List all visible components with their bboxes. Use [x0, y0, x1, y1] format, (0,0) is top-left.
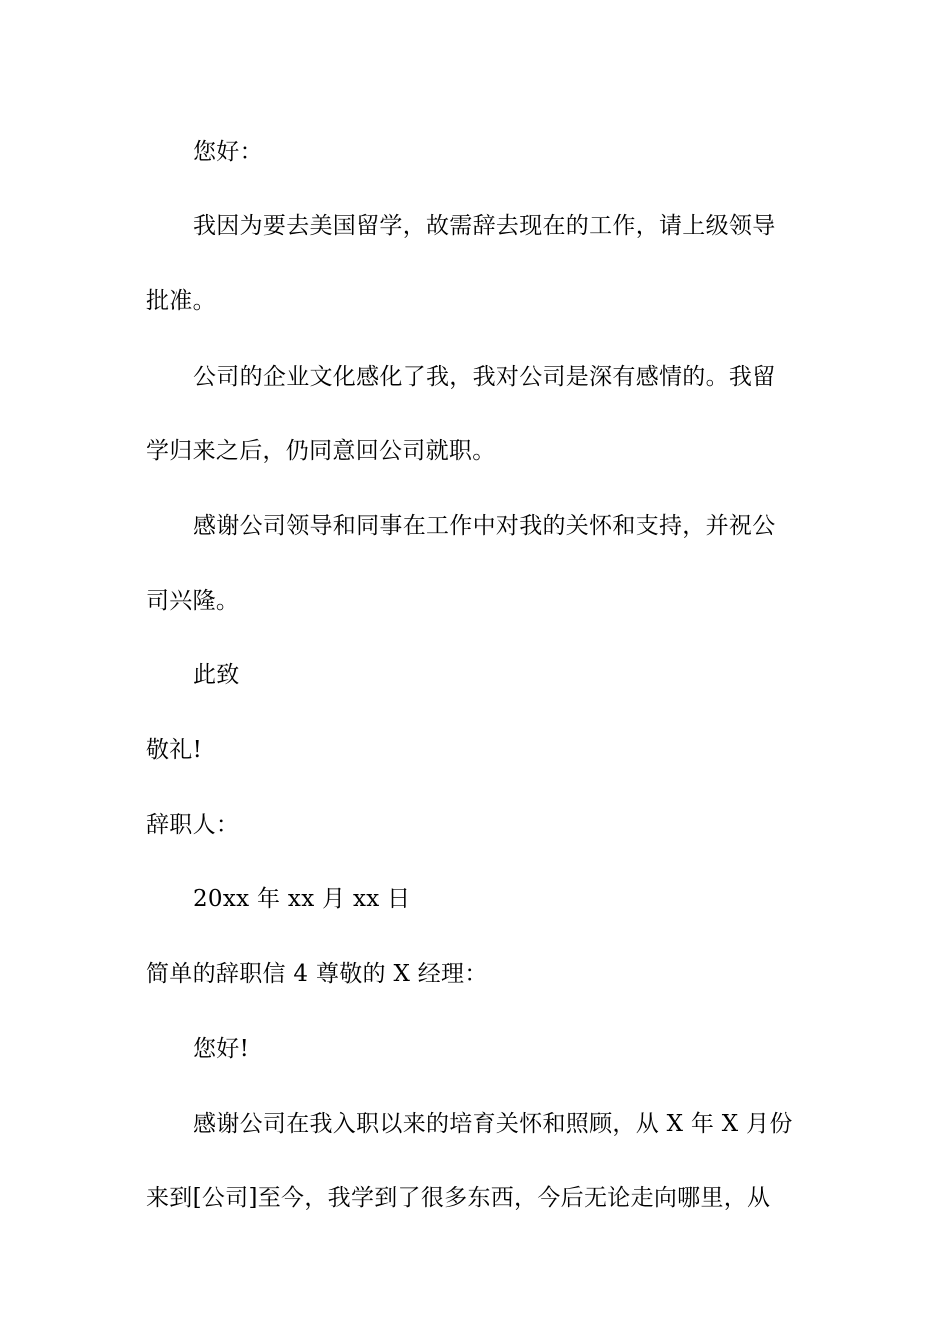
closing-line: 此致	[193, 662, 240, 688]
paragraph-line: 感谢公司在我入职以来的培育关怀和照顾，从 X 年 X 月份	[193, 1111, 793, 1137]
paragraph-line: 公司的企业文化感化了我，我对公司是深有感情的。我留	[193, 364, 776, 390]
greeting: 您好!	[193, 1036, 250, 1062]
date-line: 20xx 年 xx 月 xx 日	[193, 886, 411, 912]
paragraph-line: 批准。	[146, 288, 216, 314]
paragraph-line: 司兴隆。	[146, 588, 240, 614]
paragraph-line: 学归来之后，仍同意回公司就职。	[146, 438, 496, 464]
paragraph-line: 我因为要去美国留学，故需辞去现在的工作，请上级领导	[193, 213, 776, 239]
signature-label: 辞职人：	[146, 812, 240, 838]
closing-salutation: 敬礼!	[146, 737, 203, 763]
section-heading: 简单的辞职信 4 尊敬的 X 经理：	[146, 961, 488, 987]
paragraph-line: 感谢公司领导和同事在工作中对我的关怀和支持，并祝公	[193, 513, 776, 539]
paragraph-line: 来到[公司]至今，我学到了很多东西，今后无论走向哪里，从	[146, 1185, 771, 1211]
greeting: 您好：	[193, 139, 263, 165]
